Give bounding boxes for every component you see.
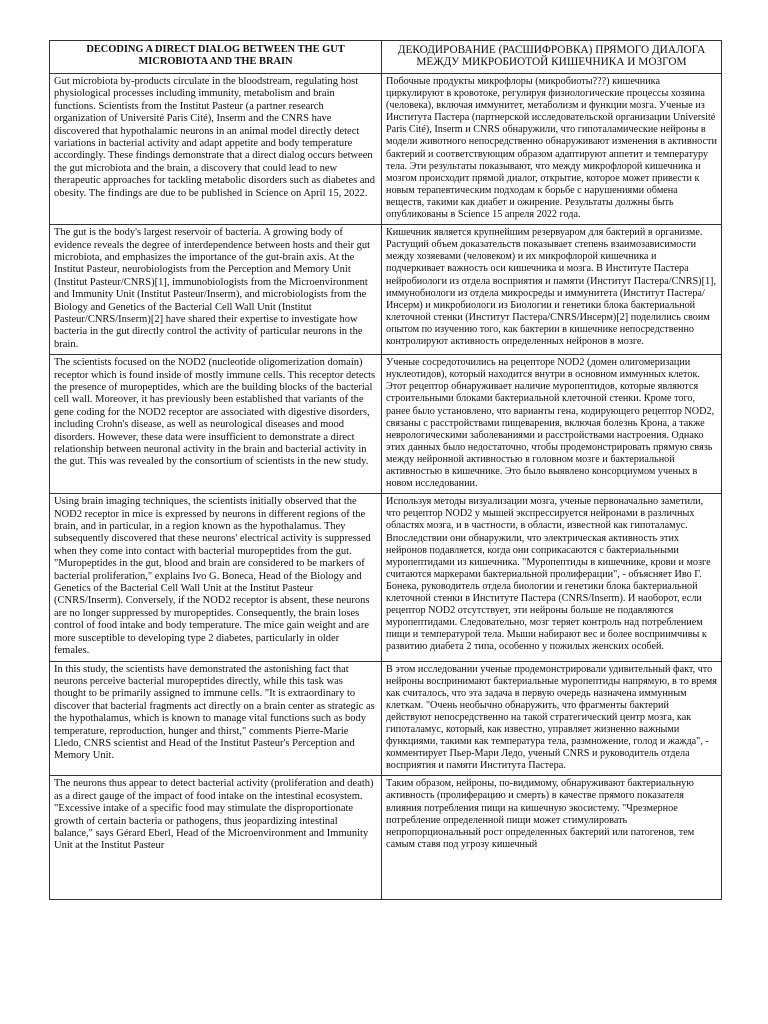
russian-paragraph: Побочные продукты микрофлоры (микробиоты???) кишечника циркулируют в кровотоке, регулируя физиологические процессы хозяина (человека), включая иммунитет, метаболизм и функции мозга. Ученые из Института Пастера (партнерской исследовательской организации Université Paris Cité), Inserm и CNRS обнаружили, что гипоталамические нейроны в модели животного непосредственно обнаруживают изменения в активности бактерий и соответствующим образом адаптируют аппетит и температуру тела. Эти результаты показывают, что между микрофлорой кишечника и мозгом происходит прямой диалог, открытие, которое может привести к новым терапевтическим подходам к борьбе с нарушениями обмена веществ, такими как диабет и ожирение. Результаты должны быть опубликованы в Science 15 апреля 2022 года. xyxy=(382,74,722,225)
english-paragraph: The neurons thus appear to detect bacterial activity (proliferation and death) as a direct gauge of the impact of food intake on the intestinal ecosystem. "Excessive intake of a specific food may stimulate the disproportionate growth of certain bacteria or pathogens, thus jeopardizing intestinal balance," says Gérard Eberl, Head of the Microenvironment and Immunity Unit at the Institut Pasteur xyxy=(50,776,382,900)
english-paragraph: Gut microbiota by-products circulate in the bloodstream, regulating host physiological processes including immunity, metabolism and brain functions. Scientists from the Institut Pasteur (a partner research organization of Université Paris Cité), Inserm and the CNRS have discovered that hypothalamic neurons in an animal model directly detect variations in bacterial activity and adapt appetite and body temperature accordingly. These findings demonstrate that a direct dialog occurs between the gut microbiota and the brain, a discovery that could lead to new therapeutic approaches for tackling metabolic disorders such as diabetes and obesity. The findings are due to be published in Science on April 15, 2022. xyxy=(50,74,382,225)
table-row xyxy=(50,355,722,494)
table-row xyxy=(50,661,722,776)
translation-table xyxy=(49,40,722,900)
english-paragraph: The gut is the body's largest reservoir of bacteria. A growing body of evidence reveals the degree of interdependence between hosts and their gut microbiota, and emphasizes the importance of the gut-brain axis. At the Institut Pasteur, neurobiologists from the Perception and Memory Unit (Institut Pasteur/CNRS)[1], immunobiologists from the Microenvironment and Immunity Unit (Institut Pasteur/Inserm), and microbiologists from the Biology and Genetics of the Bacterial Cell Wall Unit (Institut Pasteur/CNRS/Inserm)[2] have shared their expertise to investigate how bacteria in the gut directly control the activity of particular neurons in the brain. xyxy=(50,225,382,355)
english-paragraph: The scientists focused on the NOD2 (nucleotide oligomerization domain) receptor which is found inside of mostly immune cells. This receptor detects the presence of muropeptides, which are the building blocks of the bacterial cell wall. Moreover, it has previously been established that variants of the gene coding for the NOD2 receptor are associated with digestive disorders, including Crohn's disease, as well as neurological diseases and mood disorders. However, these data were insufficient to demonstrate a direct relationship between neuronal activity in the brain and bacterial activity in the gut. This was revealed by the consortium of scientists in the new study. xyxy=(50,355,382,494)
english-title: DECODING A DIRECT DIALOG BETWEEN THE GUT MICROBIOTA AND THE BRAIN xyxy=(50,41,382,74)
table-row xyxy=(50,776,722,900)
english-paragraph: In this study, the scientists have demonstrated the astonishing fact that neurons perceive bacterial muropeptides directly, while this task was thought to be primarily assigned to immune cells. "It is extraordinary to discover that bacterial fragments act directly on a brain center as strategic as the hypothalamus, which is known to manage vital functions such as body temperature, reproduction, hunger and thirst," comments Pierre-Marie Lledo, CNRS scientist and Head of the Institut Pasteur's Perception and Memory Unit. xyxy=(50,661,382,776)
russian-paragraph: Используя методы визуализации мозга, ученые первоначально заметили, что рецептор NOD2 у мышей экспрессируется нейронами в различных областях мозга, и в частности, в области, известной как гипоталамус. Впоследствии они обнаружили, что электрическая активность этих нейронов подавляется, когда они соприкасаются с бактериальными муропептидами из кишечника. "Муропептиды в кишечнике, крови и мозге считаются маркерами бактериальной пролиферации", - объясняет Иво Г. Бонека, руководитель отдела биологии и генетики блока бактериальной клеточной стенки в Институте Пастера (CNRS/Inserm). И наоборот, если рецептор NOD2 отсутствует, эти нейроны больше не подавляются муропептидами. Следовательно, мозг теряет контроль над потреблением пищи и температурой тела. Мыши набирают вес и более восприимчивы к развитию диабета 2 типа, особенно у пожилых женских особей. xyxy=(382,494,722,661)
russian-paragraph: Таким образом, нейроны, по-видимому, обнаруживают бактериальную активность (пролиферацию и смерть) в качестве прямого показателя влияния потребления пищи на кишечную экосистему. "Чрезмерное потребление определенной пищи может стимулировать непропорциональный рост определенных бактерий или патогенов, тем самым ставя под угрозу кишечный xyxy=(382,776,722,900)
russian-paragraph: В этом исследовании ученые продемонстрировали удивительный факт, что нейроны воспринимают бактериальные муропептиды напрямую, в то время как считалось, что эта задача в первую очередь назначена иммунным клеткам. "Очень необычно обнаружить, что фрагменты бактерий действуют непосредственно на такой стратегический центр мозга, как гипоталамус, который, как известно, управляет жизненно важными функциями, такими как температура тела, размножение, голод и жажда", - комментирует Пьер-Мари Ледо, ученый CNRS и руководитель отдела восприятия и памяти Института Пастера. xyxy=(382,661,722,776)
page-bottom-margin xyxy=(0,980,768,1024)
table-row xyxy=(50,74,722,225)
russian-title: ДЕКОДИРОВАНИЕ (РАСШИФРОВКА) ПРЯМОГО ДИАЛОГА МЕЖДУ МИКРОБИОТОЙ КИШЕЧНИКА И МОЗГОМ xyxy=(382,41,722,74)
russian-paragraph: Кишечник является крупнейшим резервуаром для бактерий в организме. Растущий объем доказательств показывает степень взаимозависимости между хозяевами (человеком) и их микрофлорой кишечника и подчеркивает важность оси кишечника и мозга. В Институте Пастера нейробиологи из отдела восприятия и памяти (Институт Пастера/CNRS)[1], иммунобиологи из отдела микросреды и иммунитета (Институт Пастера/Инсерм) и микробиологи из Биологии и генетики блока бактериальной клеточной стенки (Институт Пастера/CNRS/Инсерм)[2] поделились своим опытом по изучению того, как бактерии в кишечнике непосредственно контролируют активность определенных нейронов в мозге. xyxy=(382,225,722,355)
table-row xyxy=(50,494,722,661)
english-paragraph: Using brain imaging techniques, the scientists initially observed that the NOD2 receptor in mice is expressed by neurons in different regions of the brain, and in particular, in a region known as the hypothalamus. They subsequently discovered that these neurons' electrical activity is suppressed when they come into contact with bacterial muropeptides from the gut. "Muropeptides in the gut, blood and brain are considered to be markers of bacterial proliferation," explains Ivo G. Boneca, Head of the Biology and Genetics of the Bacterial Cell Wall Unit at the Institut Pasteur (CNRS/Inserm). Conversely, if the NOD2 receptor is absent, these neurons are no longer suppressed by muropeptides. Consequently, the brain loses control of food intake and body temperature. The mice gain weight and are more susceptible to developing type 2 diabetes, particularly in older females. xyxy=(50,494,382,661)
russian-paragraph: Ученые сосредоточились на рецепторе NOD2 (домен олигомеризации нуклеотидов), который находится внутри в основном иммунных клеток. Этот рецептор обнаруживает наличие муропептидов, которые являются строительными блоками бактериальной клеточной стенки. Кроме того, ранее было установлено, что варианты гена, кодирующего рецептор NOD2, связаны с расстройствами пищеварения, включая болезнь Крона, а также неврологическими заболеваниями и расстройствами настроения. Однако этих данных было недостаточно, чтобы продемонстрировать прямую связь между нейронной активностью в головном мозге и бактериальной активностью в кишечнике. Это было выявлено консорциумом ученых в новом исследовании. xyxy=(382,355,722,494)
table-row xyxy=(50,225,722,355)
header-row xyxy=(50,41,722,74)
